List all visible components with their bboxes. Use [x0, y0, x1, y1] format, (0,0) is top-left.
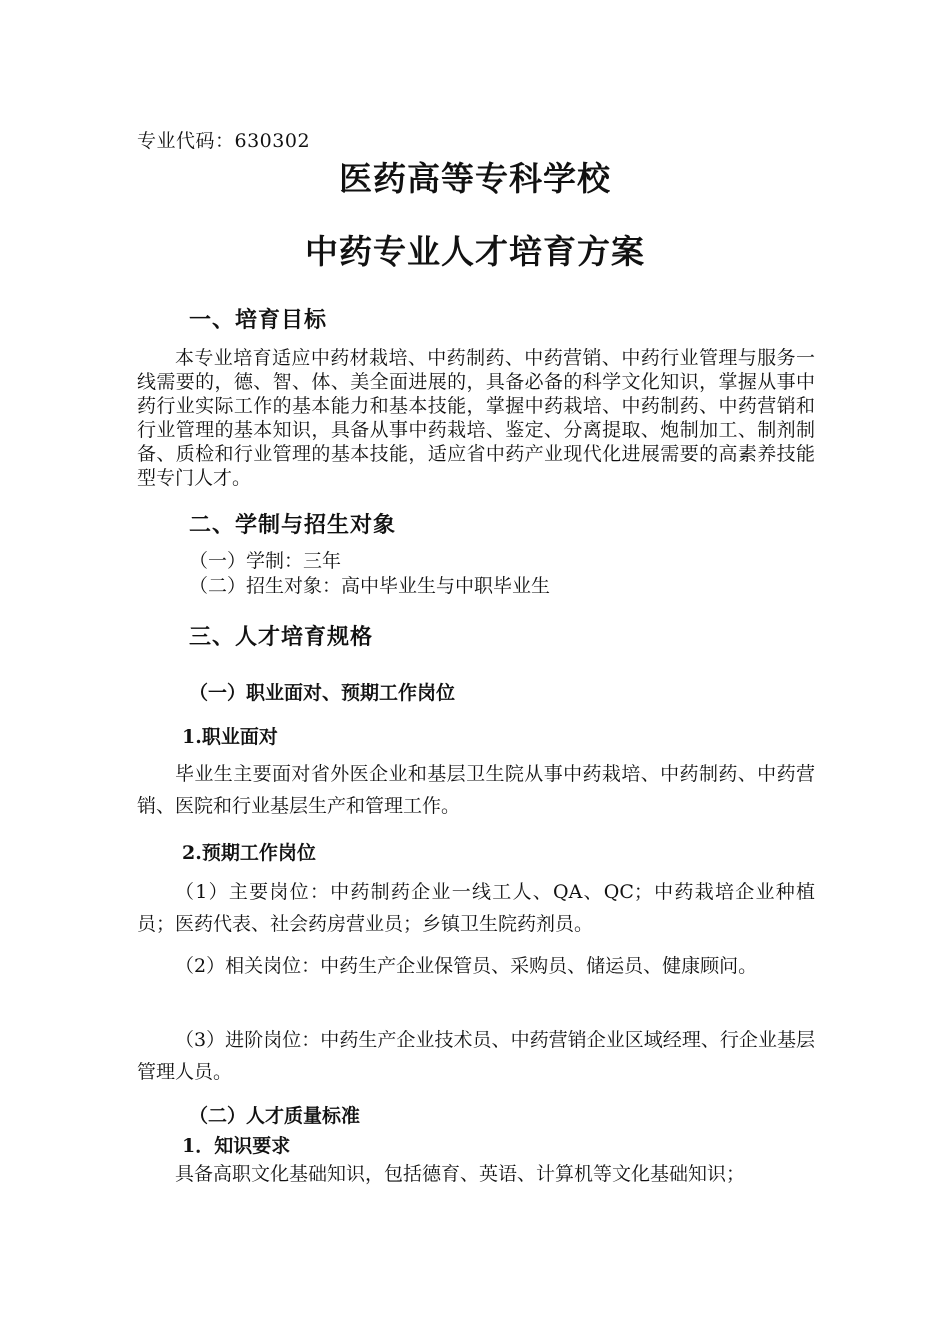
career-orientation-paragraph: 毕业生主要面对省外医企业和基层卫生院从事中药栽培、中药制药、中药营销、医院和行业基层生产和管理工作。: [137, 763, 815, 817]
knowledge-paragraph: 具备高职文化基础知识，包括德育、英语、计算机等文化基础知识；: [175, 1163, 746, 1185]
section-heading-duration: 二、学制与招生对象: [189, 512, 397, 538]
enrollment-item: （二）招生对象：高中毕业生与中职毕业生: [189, 575, 551, 597]
post-item: （1）主要岗位：中药制药企业一线工人、QA、QC；中药栽培企业种植员；医药代表、社会药房营业员；乡镇卫生院药剂员。: [137, 881, 815, 935]
section-heading-specs: 三、人才培育规格: [189, 624, 374, 650]
goals-paragraph: 本专业培育适应中药材栽培、中药制药、中药营销、中药行业管理与服务一线需要的，德、智、体、美全面进展的，具备必备的科学文化知识，掌握从事中药行业实际工作的基本能力和基本技能，掌握中药栽培、中药制药、中药营销和行业管理的基本知识，具备从事中药栽培、鉴定、分离提取、炮制加工、制剂制备、质检和行业管理的基本技能，适应省中药产业现代化进展需要的高素养技能型专门人才。: [137, 347, 815, 489]
subsection-heading-career: （一）职业面对、预期工作岗位: [189, 682, 456, 704]
career-orientation-heading: 1.职业面对: [182, 726, 278, 748]
post-item: （3）进阶岗位：中药生产企业技术员、中药营销企业区域经理、行企业基层管理人员。: [137, 1029, 815, 1083]
major-code: 专业代码：630302: [137, 130, 311, 152]
school-title: 医药高等专科学校: [339, 159, 611, 198]
knowledge-heading: 1．知识要求: [182, 1135, 291, 1157]
subsection-heading-quality: （二）人才质量标准: [189, 1105, 361, 1127]
expected-posts-heading: 2.预期工作岗位: [182, 842, 316, 864]
section-heading-goals: 一、培育目标: [189, 307, 328, 333]
post-item: （2）相关岗位：中药生产企业保管员、采购员、储运员、健康顾问。: [175, 955, 758, 977]
duration-item: （一）学制：三年: [189, 550, 342, 572]
plan-title: 中药专业人才培育方案: [305, 232, 645, 271]
